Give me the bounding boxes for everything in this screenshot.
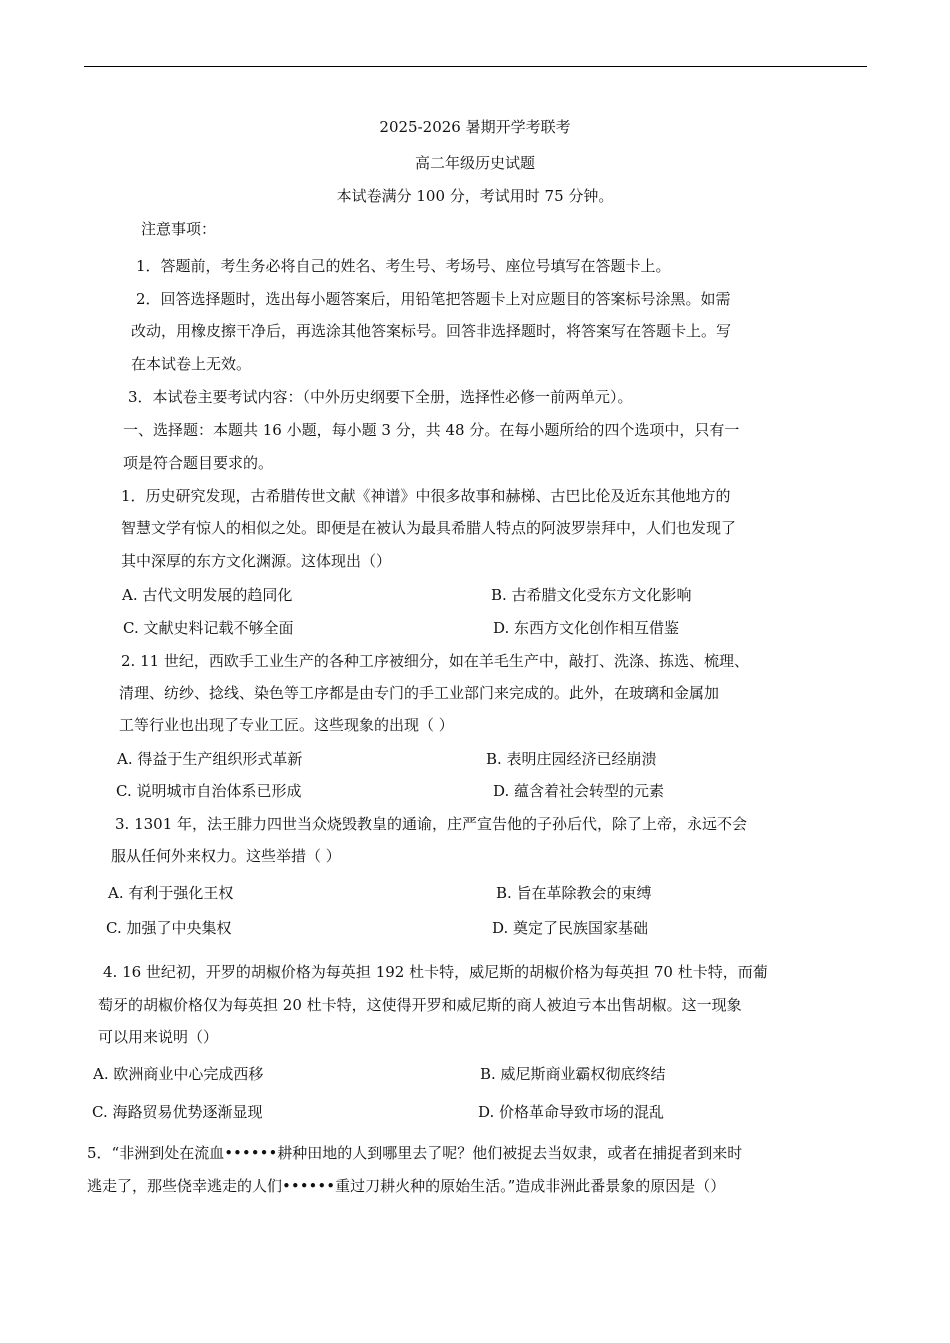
top-rule: [84, 66, 867, 67]
q1-option-c: C. 文献史料记载不够全面: [123, 619, 294, 637]
q1-stem-line-1: 1．历史研究发现，古希腊传世文献《神谱》中很多故事和赫梯、古巴比伦及近东其他地方的: [121, 487, 731, 505]
q2-option-c: C. 说明城市自治体系已形成: [116, 782, 302, 800]
q1-stem-line-2: 智慧文学有惊人的相似之处。即便是在被认为最具希腊人特点的阿波罗崇拜中，人们也发现了: [121, 519, 737, 537]
q4-stem-line-2: 萄牙的胡椒价格仅为每英担 20 杜卡特，这使得开罗和威尼斯的商人被迫亏本出售胡椒。这一现象: [98, 996, 742, 1014]
q4-stem-line-3: 可以用来说明（）: [98, 1028, 219, 1046]
q1-option-b: B. 古希腊文化受东方文化影响: [491, 586, 692, 604]
q2-option-a: A. 得益于生产组织形式革新: [117, 750, 303, 768]
q2-option-b: B. 表明庄园经济已经崩溃: [486, 750, 657, 768]
q3-stem-line-1: 3. 1301 年，法王腓力四世当众烧毁教皇的通谕，庄严宣告他的子孙后代，除了上帝，永远不会: [115, 815, 748, 833]
q1-option-d: D. 东西方文化创作相互借鉴: [493, 619, 680, 637]
exam-info: 本试卷满分 100 分，考试用时 75 分钟。: [336, 187, 614, 205]
q3-option-d: D. 奠定了民族国家基础: [492, 919, 649, 937]
note-2-line-1: 2．回答选择题时，选出每小题答案后，用铅笔把答题卡上对应题目的答案标号涂黑。如需: [136, 290, 731, 308]
q4-option-d: D. 价格革命导致市场的混乱: [478, 1103, 665, 1121]
section-intro-line-2: 项是符合题目要求的。: [123, 454, 274, 472]
q2-stem-line-1: 2. 11 世纪，西欧手工业生产的各种工序被细分，如在羊毛生产中，敲打、洗涤、拣选、梳理、: [121, 652, 749, 670]
note-3: 3．本试卷主要考试内容：（中外历史纲要下全册，选择性必修一前两单元）。: [128, 388, 633, 406]
q4-option-c: C. 海路贸易优势逐渐显现: [92, 1103, 263, 1121]
q1-stem-line-3: 其中深厚的东方文化渊源。这体现出（）: [121, 552, 392, 570]
notes-heading: 注意事项：: [141, 220, 217, 238]
q2-stem-line-3: 工等行业也出现了专业工匠。这些现象的出现（ ）: [119, 716, 454, 734]
note-2-line-2: 改动，用橡皮擦干净后，再选涂其他答案标号。回答非选择题时，将答案写在答题卡上。写: [131, 322, 732, 340]
section-intro-line-1: 一、选择题：本题共 16 小题，每小题 3 分，共 48 分。在每小题所给的四个选项中，只有一: [123, 421, 740, 439]
q4-stem-line-1: 4. 16 世纪初，开罗的胡椒价格为每英担 192 杜卡特，威尼斯的胡椒价格为每英担 70 杜卡特，而葡: [103, 963, 768, 981]
q3-option-b: B. 旨在革除教会的束缚: [496, 884, 652, 902]
q5-stem-line-2: 逃走了，那些侥幸逃走的人们••••••重过刀耕火种的原始生活。”造成非洲此番景象的原因是（）: [87, 1177, 726, 1195]
q4-option-a: A. 欧洲商业中心完成西移: [93, 1065, 264, 1083]
note-1: 1．答题前，考生务必将自己的姓名、考生号、考场号、座位号填写在答题卡上。: [136, 257, 671, 275]
q3-option-c: C. 加强了中央集权: [106, 919, 232, 937]
exam-title: 2025-2026 暑期开学考联考: [379, 118, 571, 136]
q5-stem-line-1: 5．“非洲到处在流血••••••耕种田地的人到哪里去了呢？他们被捉去当奴隶，或者在捕捉者到来时: [87, 1144, 743, 1162]
q2-option-d: D. 蕴含着社会转型的元素: [493, 782, 665, 800]
q4-option-b: B. 威尼斯商业霸权彻底终结: [480, 1065, 666, 1083]
note-2-line-3: 在本试卷上无效。: [131, 355, 252, 373]
exam-subtitle: 高二年级历史试题: [414, 154, 535, 172]
q1-option-a: A. 古代文明发展的趋同化: [122, 586, 293, 604]
q2-stem-line-2: 清理、纺纱、捻线、染色等工序都是由专门的手工业部门来完成的。此外，在玻璃和金属加: [119, 684, 720, 702]
q3-stem-line-2: 服从任何外来权力。这些举措（ ）: [111, 847, 341, 865]
q3-option-a: A. 有利于强化王权: [108, 884, 234, 902]
